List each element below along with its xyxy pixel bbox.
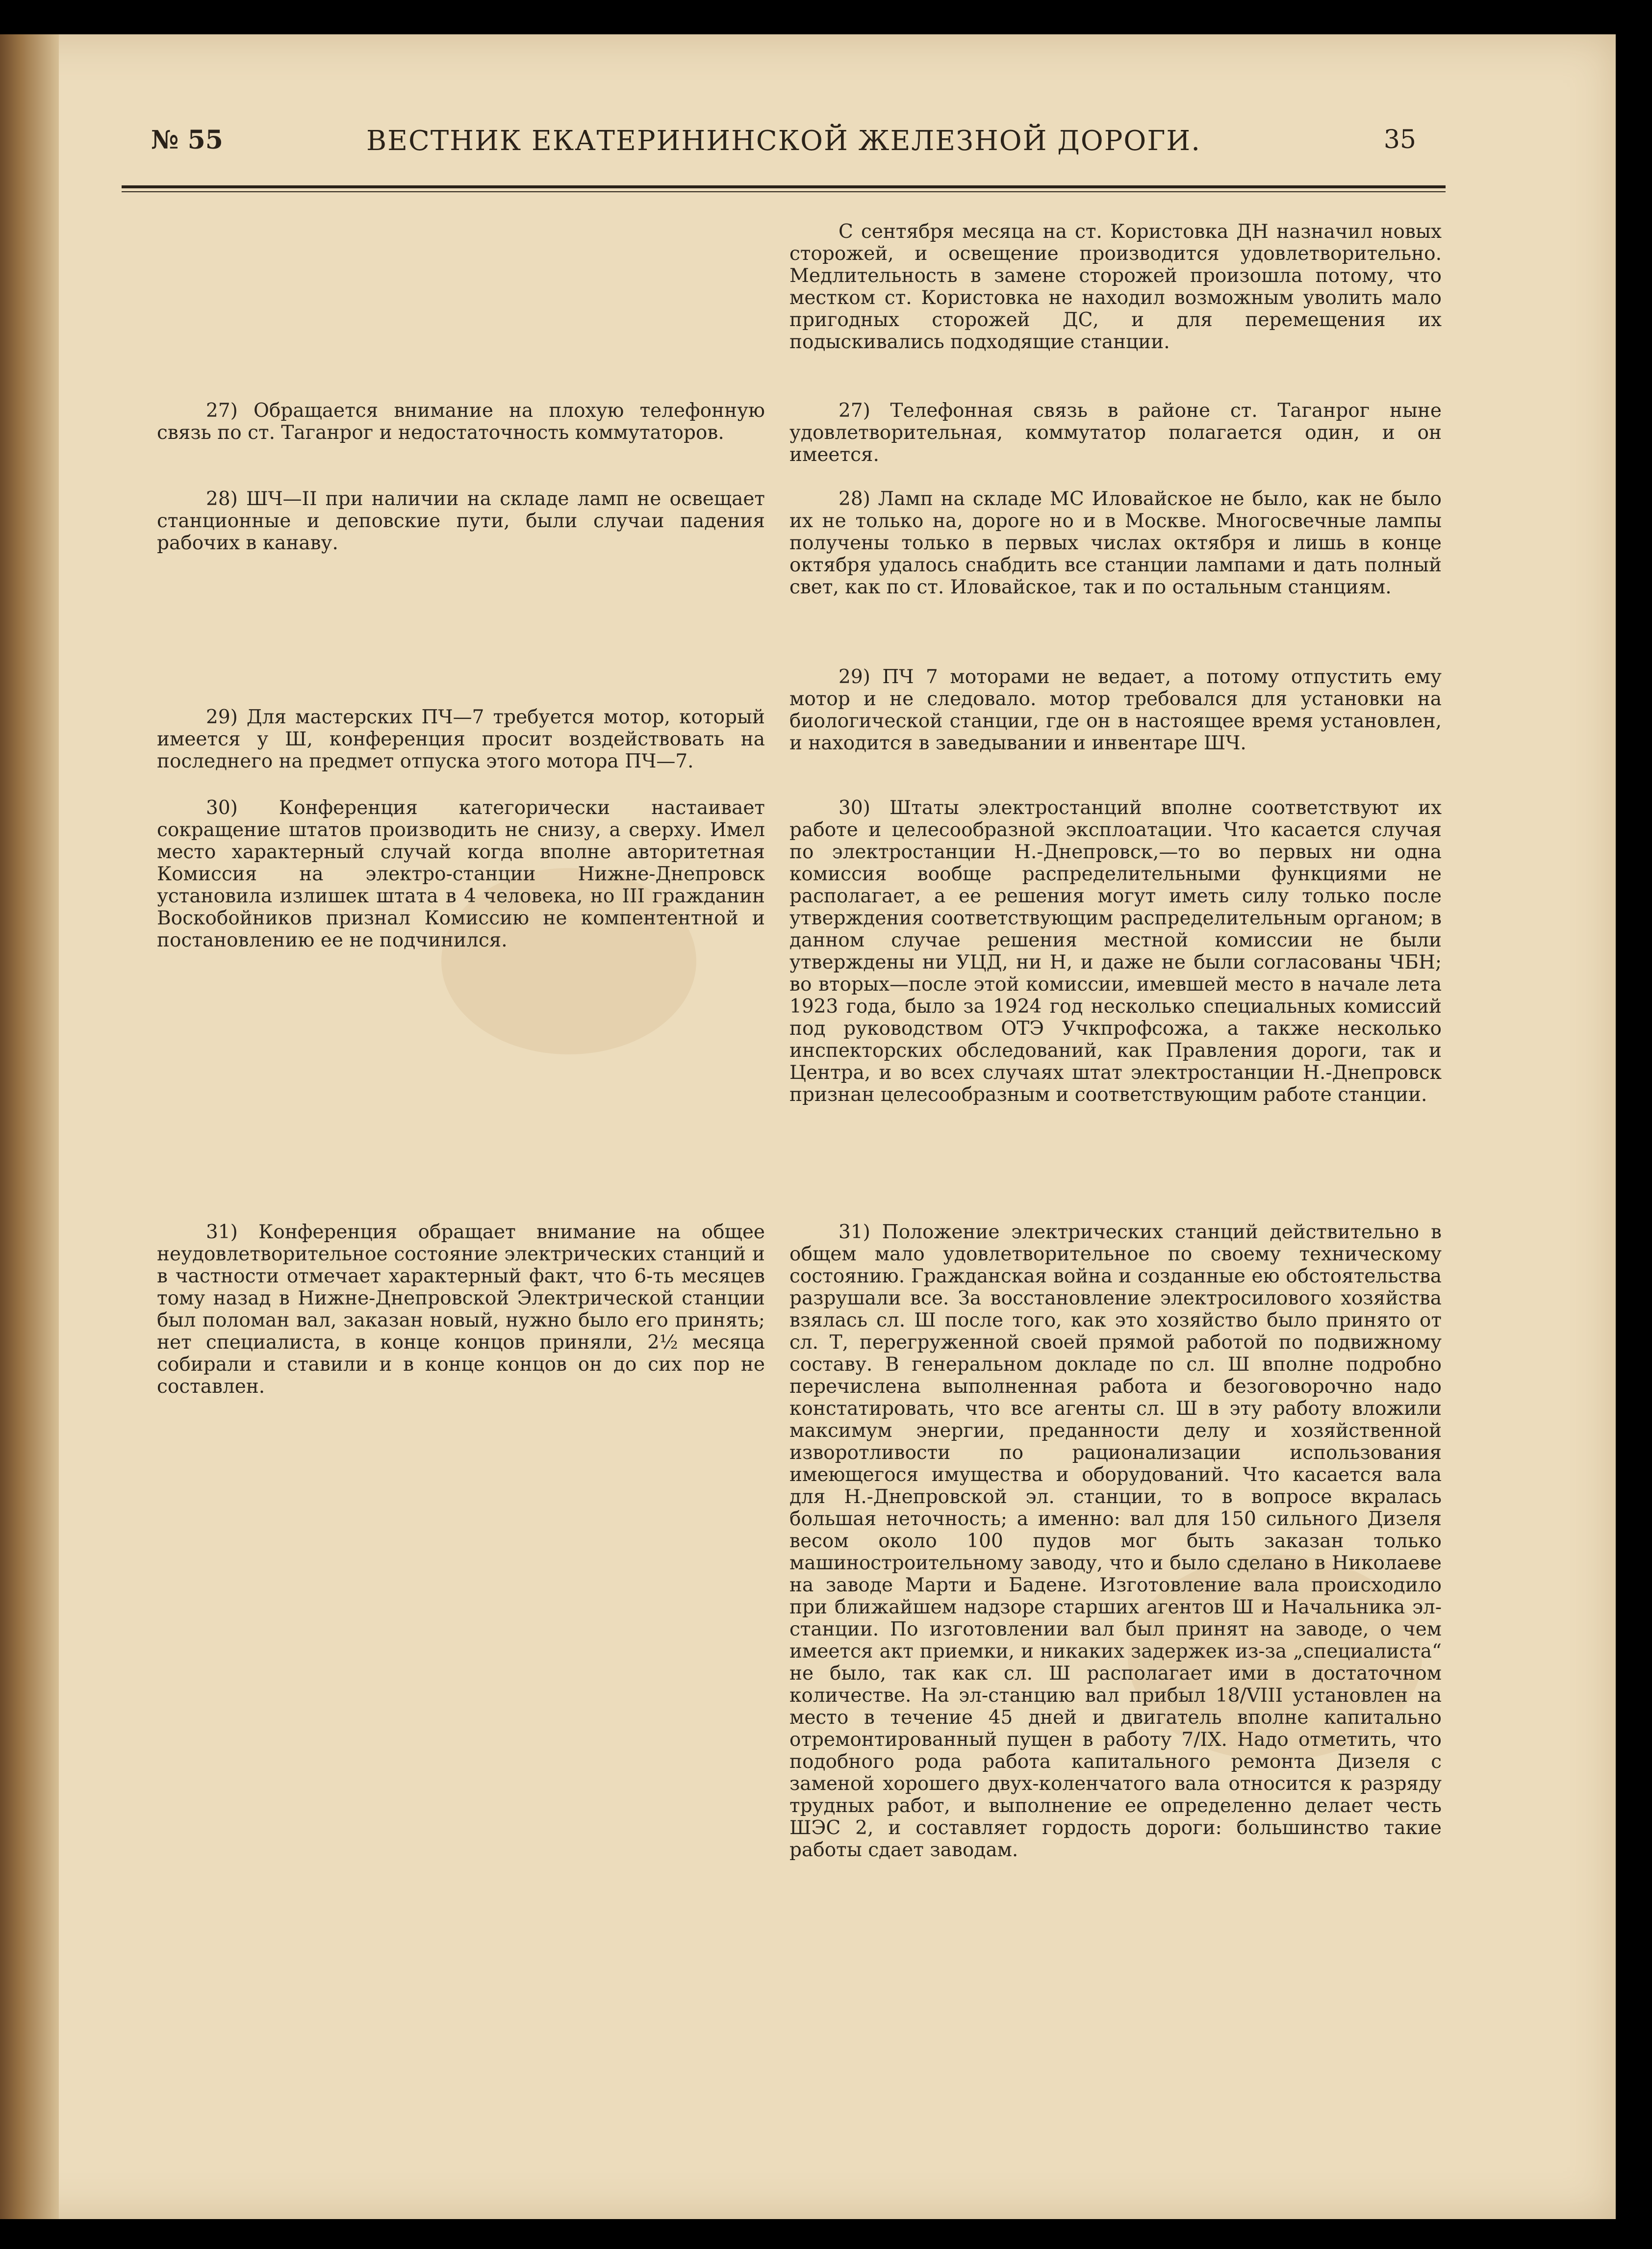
right-paragraph-30: 30) Штаты электростанций вполне соответствуют их работе и целесообразной эксплоатации. Что касается случая по электростанции Н.-Днепровск,—то во первых ни одна комиссия вообще распределительными функциями не располагает, а ее решения могут иметь силу только после утверждения соответствующим распределительным органом; в данном случае решения местной комиссии не были утверждены ни УЦД, ни Н, и даже не были согласованы ЧБН; во вторых—после этой комиссии, имевшей место в начале лета 1923 года, было за 1924 год несколько специальных комиссий под руководством ОТЭ Учкпрофсожа, а также несколько инспекторских обследований, как Правления дороги, так и Центра, и во всех случаях штат электростанции Н.-Днепровск признан целесообразным и соответствующим работе станции. (789, 797, 1442, 1106)
right-paragraph-28: 28) Ламп на складе МС Иловайское не было, как не было их не только на, дороге но и в Москве. Многосвечные лампы получены только в первых числах октября и лишь в конце октября удалось снабдить все станции лампами и дать полный свет, как по ст. Иловайское, так и по остальным станциям. (789, 488, 1442, 598)
right-paragraph-29: 29) ПЧ 7 моторами не ведает, а потому отпустить ему мотор и не следовало. мотор требовался для установки на биологической станции, где он в настоящее время установлен, и находится в заведывании и инвентаре ШЧ. (789, 666, 1442, 754)
left-paragraph-30: 30) Конференция категорически настаивает сокращение штатов производить не снизу, а сверху. Имел место характерный случай когда вполне авторитетная Комиссия на электро-станции Нижне-Днепровск установила излишек штата в 4 человека, но III гражданин Воскобойников признал Комиссию не компентентной и постановлению ее не подчинился. (157, 797, 765, 951)
header-rule-thin (122, 191, 1446, 192)
left-paragraph-31: 31) Конференция обращает внимание на общее неудовлетворительное состояние электрических станций и в частности отмечает характерный факт, что 6-ть месяцев тому назад в Нижне-Днепровской Электрической станции был поломан вал, заказан новый, нужно было его принять; нет специалиста, в конце концов приняли, 2½ месяца собирали и ставили и в конце концов он до сих пор не составлен. (157, 1221, 765, 1398)
right-paragraph-27: 27) Телефонная связь в районе ст. Таганрог ныне удовлетворительная, коммутатор полагается один, и он имеется. (789, 400, 1442, 466)
header-rule-thick (122, 185, 1446, 188)
book-spine-shadow (0, 34, 59, 2219)
right-paragraph-31: 31) Положение электрических станций действительно в общем мало удовлетворительное по своему техническому состоянию. Гражданская война и созданные ею обстоятельства разрушали все. За восстановление электросилового хозяйства взялась сл. Ш после того, как это хозяйство было принято от сл. Т, перегруженной своей прямой работой по подвижному составу. В генеральном докладе по сл. Ш вполне подробно перечислена выполненная работа и безоговорочно надо констатировать, что все агенты сл. Ш в эту работу вложили максимум энергии, преданности делу и хозяйственной изворотливости по рационализации использования имеющегося имущества и оборудований. Что касается вала для Н.-Днепровской эл. станции, то в вопросе вкралась большая неточность; а именно: вал для 150 сильного Дизеля весом около 100 пудов мог быть заказан только машиностроительному заводу, что и было сделано в Николаеве на заводе Марти и Бадене. Изготовление вала происходило при ближайшем надзоре старших агентов Ш и Начальника эл-станции. По изготовлении вал был принят на заводе, о чем имеется акт приемки, и никаких задержек из-за „специалиста“ не было, так как сл. Ш располагает ими в достаточном количестве. На эл-станцию вал прибыл 18/VIII установлен на место в течение 45 дней и двигатель вполне капитально отремонтированный пущен в работу 7/IX. Надо отметить, что подобного рода работа капитального ремонта Дизеля с заменой хорошего двух-коленчатого вала относится к разряду трудных работ, и выполнение ее определенно делает честь ШЭС 2, и составляет гордость дороги: большинство такие работы сдает заводам. (789, 1221, 1442, 1861)
journal-title: ВЕСТНИК ЕКАТЕРИНИНСКОЙ ЖЕЛЕЗНОЙ ДОРОГИ. (366, 125, 1201, 157)
issue-number: № 55 (151, 125, 223, 155)
left-paragraph-27: 27) Обращается внимание на плохую телефонную связь по ст. Таганрог и недостаточность коммутаторов. (157, 400, 765, 444)
left-paragraph-28: 28) ШЧ—II при наличии на складе ламп не освещает станционные и деповские пути, были случаи падения рабочих в канаву. (157, 488, 765, 554)
right-paragraph-intro: С сентября месяца на ст. Коpистовка ДН назначил новых сторожей, и освещение производится удовлетворительно. Медлительность в замене сторожей произошла потому, что местком ст. Коpистовка не находил возможным уволить мало пригодных сторожей ДС, и для перемещения их подыскивались подходящие станции. (789, 221, 1442, 353)
left-paragraph-29: 29) Для мастерских ПЧ—7 требуется мотор, который имеется у Ш, конференция просит воздействовать на последнего на предмет отпуска этого мотора ПЧ—7. (157, 706, 765, 772)
page-header (122, 125, 1446, 164)
document-page (0, 34, 1616, 2219)
page-number: 35 (1383, 125, 1416, 154)
